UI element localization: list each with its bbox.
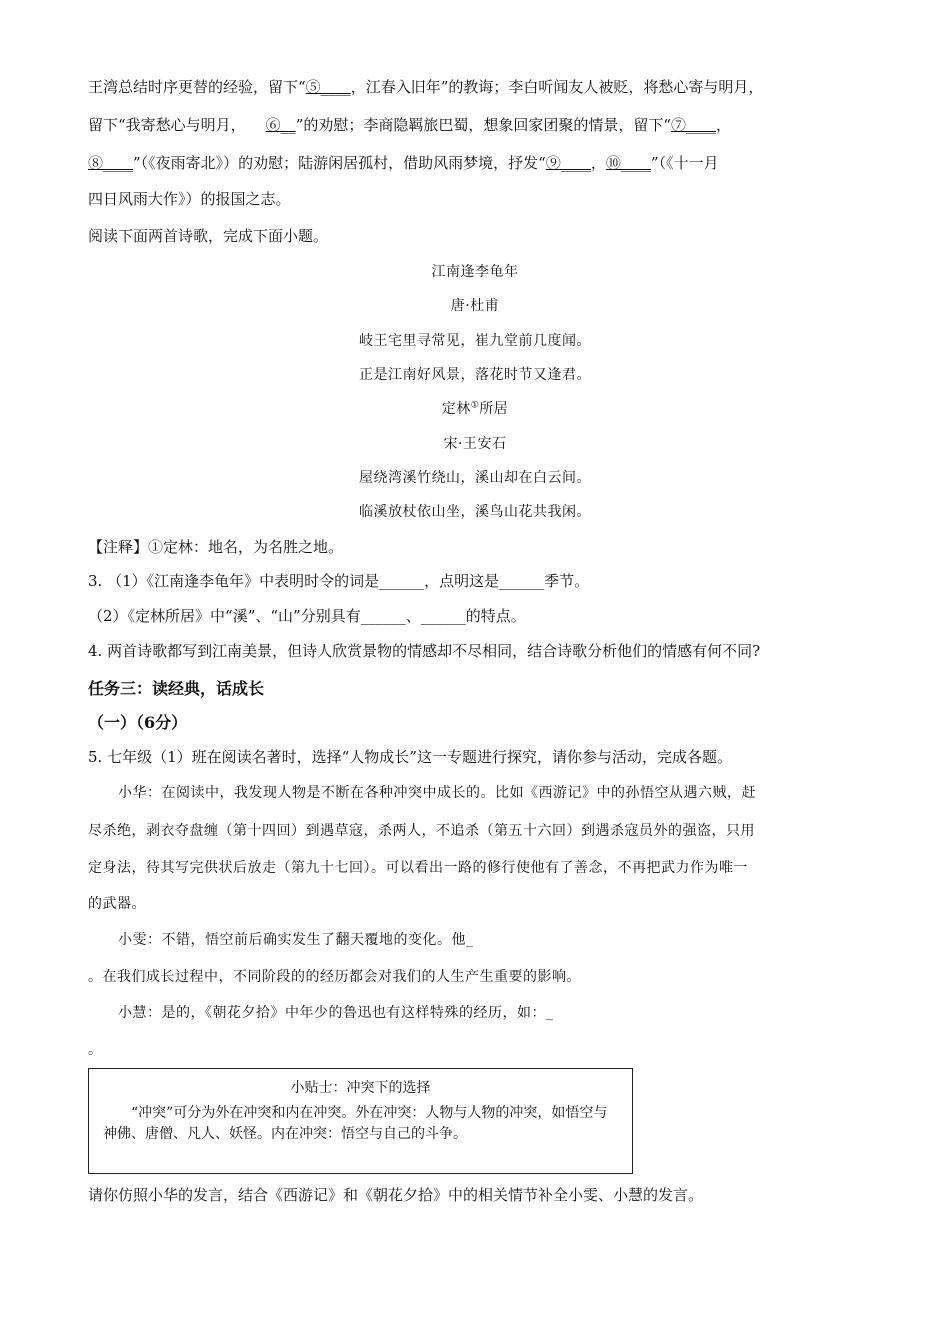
poem1-title: 江南逢李龟年 <box>431 264 519 280</box>
section-heading: （一）（6分） <box>88 713 188 732</box>
tip-body: “冲突”可分为外在冲突和内在冲突。外在冲突：人物与人物的冲突，如悟空与神佛、唐僧、凡人、妖怪。内在冲突：悟空与自己的斗争。 <box>103 1105 608 1142</box>
poem1-author: 唐·杜甫 <box>450 298 500 314</box>
question-3-part-2: （2）《定林所居》中“溪”、“山”分别具有______、______的特点。 <box>88 607 526 625</box>
blank-6[interactable]: ⑥__ <box>265 116 296 134</box>
poem2-author: 宋·王安石 <box>443 436 507 452</box>
tip-title: 小贴士：冲突下的选择 <box>290 1080 431 1096</box>
task3-heading: 任务三：读经典，话成长 <box>88 679 265 698</box>
blank-10[interactable]: ⑩____ <box>605 154 651 172</box>
blank-5[interactable]: ⑤____ <box>305 78 351 96</box>
xiaohua-line-2: 尽杀绝，剥衣夺盘缠（第十四回）到遇草寇，杀两人，不追杀（第五十六回）到遇杀寇员外的强盗，只用 <box>88 823 755 839</box>
question-3-part-1: 3. （1）《江南逢李龟年》中表明时令的词是______，点明这是______季节。 <box>88 572 590 590</box>
reading-prompt: 阅读下面两首诗歌，完成下面小题。 <box>88 227 329 245</box>
tip-box <box>88 1068 633 1174</box>
intro-line-3: ⑧____”（《夜雨寄北》）的劝慰；陆游闲居孤村，借助风雨梦境，抒发“⑨____，⑩____”（《十一月 <box>88 154 719 172</box>
poem1-line-1: 岐王宅里寻常见，崔九堂前几度闻。 <box>359 333 591 349</box>
blank-8[interactable]: ⑧____ <box>88 154 134 172</box>
xiaowen-line-2: 。在我们成长过程中，不同阶段的的经历都会对我们的人生产生重要的影响。 <box>88 969 581 985</box>
xiaohua-line-1: 小华：在阅读中，我发现人物是不断在各种冲突中成长的。比如《西游记》中的孙悟空从遇六贼，赶 <box>118 785 756 801</box>
xiaohui-line-2: 。 <box>88 1042 103 1058</box>
blank-7[interactable]: ⑦____ <box>671 116 717 134</box>
xiaohui-line-1: 小慧：是的，《朝花夕拾》中年少的鲁迅也有这样特殊的经历，如：_ <box>118 1005 554 1021</box>
poem2-line-1: 屋绕湾溪竹绕山，溪山却在白云间。 <box>359 470 591 486</box>
intro-line-2: 留下“我寄愁心与明月， ⑥__”的劝慰；李商隐羁旅巴蜀，想象回家团聚的情景，留下“⑦____， <box>88 116 732 134</box>
intro-line-1: 王湾总结时序更替的经验，留下“⑤____，江春入旧年”的教诲；李白听闻友人被贬，将愁心寄与明月， <box>88 78 764 96</box>
blank-9[interactable]: ⑨____ <box>545 154 591 172</box>
poem1-line-2: 正是江南好风景，落花时节又逢君。 <box>359 367 591 383</box>
footnote-marker: ① <box>470 400 480 411</box>
poem2-title: 定林①所居 <box>441 400 509 417</box>
question-5: 5. 七年级（1）班在阅读名著时，选择“人物成长”这一专题进行探究，请你参与活动，完成各题。 <box>88 748 732 766</box>
xiaohua-line-4: 的武器。 <box>88 896 146 912</box>
xiaowen-line-1: 小雯：不错，悟空前后确实发生了翻天覆地的变化。他_ <box>118 932 474 948</box>
final-instruction: 请你仿照小华的发言，结合《西游记》和《朝花夕拾》中的相关情节补全小雯、小慧的发言。 <box>88 1186 704 1204</box>
xiaohua-line-3: 定身法，待其写完供状后放走（第九十七回）。可以看出一路的修行使他有了善念，不再把武力作为唯一 <box>88 860 748 876</box>
poem2-line-2: 临溪放杖依山坐，溪鸟山花共我闲。 <box>359 504 591 520</box>
question-4: 4. 两首诗歌都写到江南美景，但诗人欣赏景物的情感却不尽相同，结合诗歌分析他们的情感有何不同? <box>88 642 761 660</box>
intro-line-4: 四日风雨大作》）的报国之志。 <box>88 190 291 208</box>
annotation: 【注释】①定林：地名，为名胜之地。 <box>88 538 344 556</box>
